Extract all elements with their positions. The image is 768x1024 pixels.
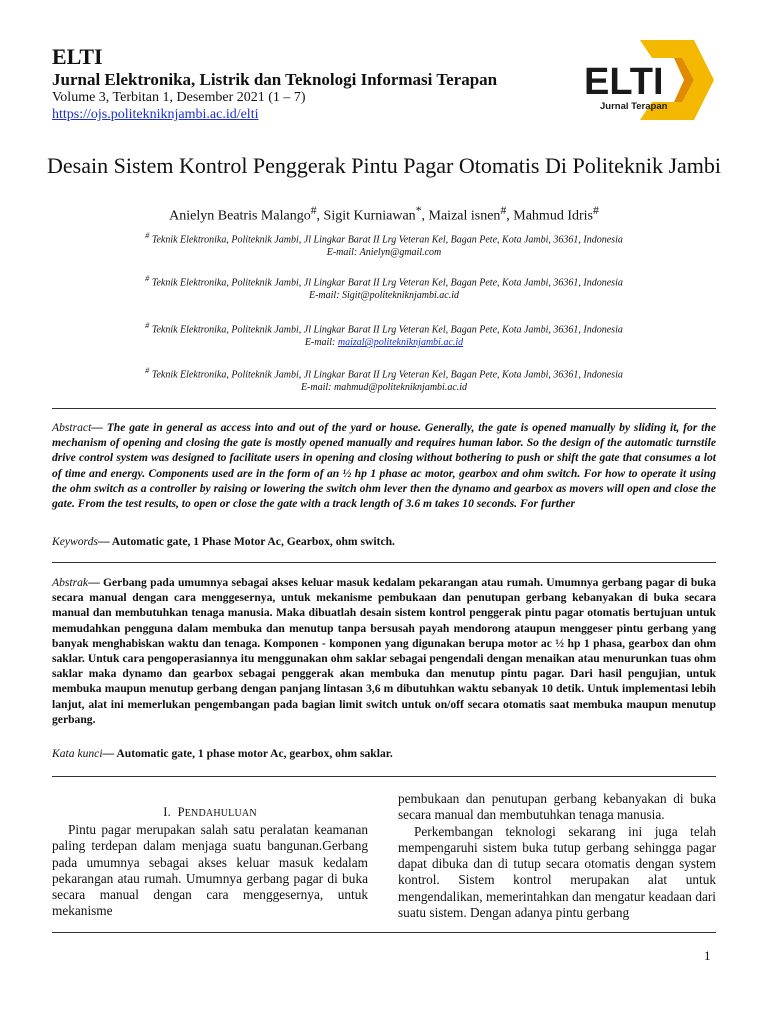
section-title-rest: ENDAHULUAN bbox=[184, 808, 257, 819]
abstract-indonesian bbox=[52, 575, 716, 727]
author-mark: # bbox=[500, 204, 507, 217]
logo-subtitle: Jurnal Terapan bbox=[600, 101, 668, 112]
section-number: I. bbox=[163, 805, 171, 819]
author-name: Anielyn Beatris Malango bbox=[169, 208, 311, 224]
journal-url-link[interactable]: https://ojs.politekniknjambi.ac.id/elti bbox=[52, 107, 259, 122]
divider bbox=[52, 408, 716, 409]
divider bbox=[52, 932, 716, 933]
keywords-text: — Automatic gate, 1 Phase Motor Ac, Gearbox, ohm switch. bbox=[97, 535, 395, 548]
affiliation-email-label: E-mail: bbox=[304, 337, 338, 349]
affiliation-text: Teknik Elektronika, Politeknik Jambi, Jl Lingkar Barat II Lrg Veteran Kel, Bagan Pete, Kota Jambi, 36361, Indonesia bbox=[151, 277, 623, 289]
section-heading bbox=[52, 805, 368, 820]
logo-text: ELTI bbox=[584, 61, 664, 103]
affiliation-mark: # bbox=[145, 274, 150, 283]
affiliation-mark: # bbox=[145, 366, 150, 375]
keywords-english bbox=[52, 535, 716, 548]
divider bbox=[52, 776, 716, 777]
affiliation-3 bbox=[40, 319, 728, 349]
affiliation-email: E-mail: Anielyn@gmail.com bbox=[326, 247, 442, 259]
author-name: Maizal isnen bbox=[428, 208, 501, 224]
affiliation-email: E-mail: mahmud@politekniknjambi.ac.id bbox=[300, 382, 468, 394]
author-mark: # bbox=[310, 204, 317, 217]
affiliation-4 bbox=[40, 364, 728, 394]
section-title-initial: P bbox=[177, 805, 185, 819]
divider bbox=[52, 562, 716, 563]
author-mark: * bbox=[415, 204, 422, 217]
author-mark: # bbox=[592, 204, 599, 217]
page-number: 1 bbox=[704, 948, 711, 963]
journal-abbreviation: ELTI bbox=[52, 44, 103, 69]
affiliation-email-link[interactable]: maizal@politekniknjambi.ac.id bbox=[337, 337, 464, 349]
body-paragraph: pembukaan dan penutupan gerbang kebanyakan di buka secara manual dan membutuhkan tenaga manusia. bbox=[398, 791, 716, 823]
journal-name: Jurnal Elektronika, Listrik dan Teknologi Informasi Terapan bbox=[52, 70, 498, 89]
affiliation-email: E-mail: Sigit@politekniknjambi.ac.id bbox=[308, 290, 459, 302]
paper-title: Desain Sistem Kontrol Penggerak Pintu Pagar Otomatis Di Politeknik Jambi bbox=[47, 153, 721, 178]
abstract-label: Abstract bbox=[52, 421, 92, 434]
abstract-label: Abstrak bbox=[52, 576, 89, 589]
affiliation-2 bbox=[40, 272, 728, 302]
elti-logo-graphic bbox=[578, 36, 716, 124]
body-column-left: Pintu pagar merupakan salah satu peralatan keamanan paling terdepan dalam menjaga suatu bangunan.Gerbang pada umumnya sebagai akses keluar masuk kedalam pekarangan atau rumah. Umumnya gerbang pagar di buka secara manual dengan cara menggesernya, untuk mekanisme bbox=[52, 822, 368, 919]
affiliation-text: Teknik Elektronika, Politeknik Jambi, Jl Lingkar Barat II Lrg Veteran Kel, Bagan Pete, Kota Jambi, 36361, Indonesia bbox=[151, 369, 623, 381]
author-name: Mahmud Idris bbox=[513, 208, 593, 224]
affiliation-1 bbox=[40, 229, 728, 259]
body-column-right bbox=[398, 791, 716, 921]
affiliation-text: Teknik Elektronika, Politeknik Jambi, Jl Lingkar Barat II Lrg Veteran Kel, Bagan Pete, Kota Jambi, 36361, Indonesia bbox=[151, 324, 623, 336]
keywords-label: Keywords bbox=[52, 535, 98, 548]
author-name: Sigit Kurniawan bbox=[323, 208, 416, 224]
body-paragraph: Perkembangan teknologi sekarang ini juga telah mempengaruhi sistem buka tutup gerbang sehingga pagar dapat dibuka dan di tutup secara otomatis dengan system kontrol. Sistem kontrol merupakan alat untuk mengendalikan, memerintahkan dan mengatur keadaan dari suatu sistem. Dengan adanya pintu gerbang bbox=[398, 823, 716, 921]
elti-logo bbox=[578, 36, 716, 124]
affiliation-mark: # bbox=[145, 321, 150, 330]
journal-volume: Volume 3, Terbitan 1, Desember 2021 (1 – 7) bbox=[52, 90, 306, 105]
author-list: Anielyn Beatris Malango#, Sigit Kurniawan*, Maizal isnen#, Mahmud Idris# bbox=[169, 204, 599, 224]
keywords-indonesian bbox=[52, 747, 716, 760]
abstract-text: — Gerbang pada umumnya sebagai akses keluar masuk kedalam pekarangan atau rumah. Umumnya gerbang pagar di buka secara manual dengan cara menggesernya, untuk mekanisme pembukaan dan penutupan gerbang kebanyakan di buka secara manual dan membutuhkan tenaga manusia. Maka dibuatlah desain sistem kontrol penggerak pintu pagar otomatis bertujuan untuk memudahkan pengguna dalam membuka dan menutup tanpa bersusah payah mendorong ataupun menggeser pintu gerbang yang banyak menghabiskan waktu dan tenaga. Komponen - komponen yang digunakan berupa motor ac ½ hp 1 phasa, gearbox dan ohm saklar. Untuk cara pengoperasiannya itu menggunakan ohm saklar sebagai pengendali dengan menaikan atau menurunkan tuas ohm saklar maka dynamo dan gearbox sebagai penggerak akan membuka dan menutup pintu pagar. Dari hasil pengujian, untuk membuka maupun menutup gerbang dengan panjang lintasan 3,6 m dibutuhkan waktu sebanyak 10 detik. Untuk implementasi lebih lanjut, alat ini memerlukan pengembangan pada bagian limit switch untuk on/off secara otomatis saat membuka maupun menutup gerbang. bbox=[52, 576, 716, 726]
abstract-english bbox=[52, 420, 716, 511]
keywords-text: — Automatic gate, 1 phase motor Ac, gearbox, ohm saklar. bbox=[102, 747, 393, 760]
abstract-text: — The gate in general as access into and out of the yard or house. Generally, the gate is opened manually by sliding it, for the mechanism of opening and closing the gate is mostly opened manually and requires human labor. So the design of the automatic turnstile drive control system was designed to facilitate users in opening and closing without bothering to push or shift the gate that consumes a lot of time and energy. Components used are in the form of an ½ hp 1 phase ac motor, gearbox and ohm switch. For how to operate it using the ohm switch as a controller by raising or lowering the switch ohm lever then the dynamo and gearbox as movers will open and close the gate. From the test results, to open or close the gate with a track length of 3.6 m takes 10 seconds. For further bbox=[52, 421, 716, 511]
affiliation-mark: # bbox=[145, 231, 150, 240]
keywords-label: Kata kunci bbox=[52, 747, 103, 760]
affiliation-text: Teknik Elektronika, Politeknik Jambi, Jl Lingkar Barat II Lrg Veteran Kel, Bagan Pete, Kota Jambi, 36361, Indonesia bbox=[151, 234, 623, 246]
